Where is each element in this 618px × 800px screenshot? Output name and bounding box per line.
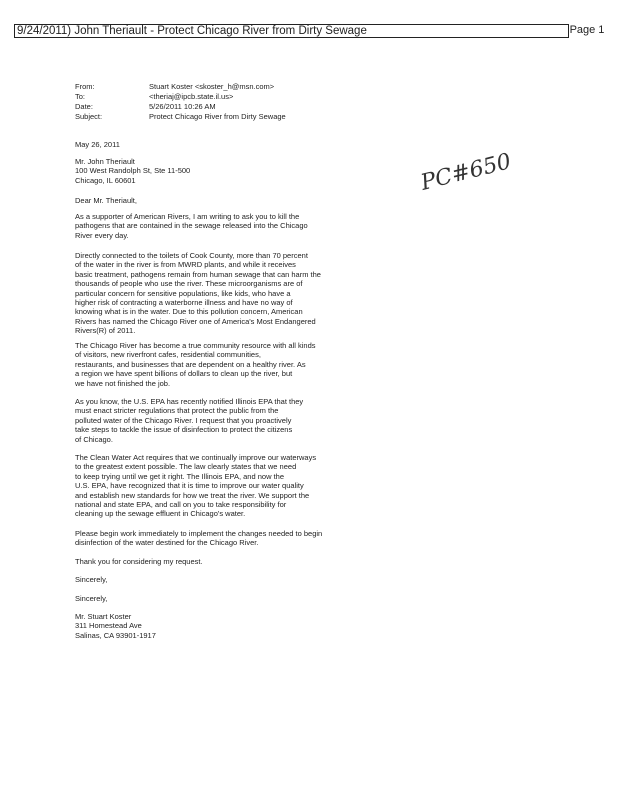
paragraph-line: must enact stricter regulations that protect the public from the [75, 406, 279, 416]
email-to-value: <theriaj@ipcb.state.il.us> [149, 92, 234, 101]
document-header-title: 9/24/2011) John Theriault - Protect Chicago River from Dirty Sewage [14, 24, 604, 38]
paragraph-line: cleaning up the sewage effluent in Chicago's water. [75, 509, 246, 519]
paragraph-line: River every day. [75, 230, 129, 240]
paragraph-line: Directly connected to the toilets of Cook County, more than 70 percent [75, 251, 308, 260]
paragraph-line: restaurants, and businesses that are dependent on a healthy river. As [75, 359, 306, 369]
paragraph-line: of the water in the river is from MWRD plants, and while it receives [75, 260, 296, 270]
paragraph-line: disinfection of the water destined for the Chicago River. [75, 538, 259, 548]
paragraph-line: Rivers(R) of 2011. [75, 326, 136, 336]
address-line: Chicago, IL 60601 [75, 175, 136, 185]
paragraph-line: a region we have spent billions of dollars to clean up the river, but [75, 369, 293, 379]
paragraph-line: The Chicago River has become a true community resource with all kinds [75, 341, 316, 350]
email-metadata [75, 82, 286, 122]
handwritten-mark: PC#650 [418, 149, 514, 196]
paragraph-line: take steps to tackle the issue of disinfection to protect the citizens [75, 425, 293, 435]
paragraph-line: U.S. EPA, have recognized that it is time to improve our water quality [75, 481, 304, 491]
email-subject-label: Subject: [75, 112, 103, 121]
paragraph-line: Please begin work immediately to implement the changes needed to begin [75, 529, 323, 538]
signature-line: 311 Homestead Ave [75, 621, 142, 631]
closing-2: Sincerely, [75, 594, 108, 603]
paragraph-line: particular concern for sensitive populations, like kids, who have a [75, 288, 291, 298]
letter-date: May 26, 2011 [75, 140, 120, 149]
email-subject-value: Protect Chicago River from Dirty Sewage [149, 112, 286, 121]
paragraph-line: to the greatest extent possible. The law clearly states that we need [75, 462, 297, 472]
address-line: Mr. John Theriault [75, 157, 135, 166]
paragraph-3 [75, 341, 545, 388]
signature-line: Salinas, CA 93901-1917 [75, 630, 156, 640]
email-to-row [75, 92, 286, 102]
paragraph-line: As you know, the U.S. EPA has recently notified Illinois EPA that they [75, 397, 304, 406]
paragraph-line: of visitors, new riverfront cafes, residential communities, [75, 350, 261, 360]
paragraph-line: knowing what is in the water. Due to this pollution concern, American [75, 307, 303, 317]
email-subject-row [75, 112, 286, 122]
salutation: Dear Mr. Theriault, [75, 196, 137, 205]
paragraph-5 [75, 453, 545, 519]
paragraph-line: Thank you for considering my request. [75, 557, 203, 566]
paragraph-4 [75, 397, 545, 444]
email-to-label: To: [75, 92, 86, 101]
address-line: 100 West Randolph St, Ste 11-500 [75, 166, 191, 176]
closing-1: Sincerely, [75, 575, 108, 584]
paragraph-line: and establish new standards for how we treat the river. We support the [75, 490, 310, 500]
paragraph-line: Rivers has named the Chicago River one of America's Most Endangered [75, 316, 316, 326]
paragraph-line: thousands of people who use the river. These microorganisms are of [75, 279, 303, 289]
paragraph-2 [75, 251, 545, 336]
paragraph-6 [75, 529, 545, 548]
paragraph-7 [75, 557, 545, 566]
paragraph-line: polluted water of the Chicago River. I request that you proactively [75, 415, 292, 425]
signature-line: Mr. Stuart Koster [75, 612, 132, 621]
paragraph-line: basic treatment, pathogens remain from human sewage that can harm the [75, 269, 321, 279]
paragraph-line: higher risk of contracting a waterborne illness and have no way of [75, 298, 293, 308]
email-from-value: Stuart Koster <skoster_h@msn.com> [149, 82, 275, 91]
signature-block [75, 612, 545, 640]
paragraph-1 [75, 212, 545, 240]
paragraph-line: As a supporter of American Rivers, I am writing to ask you to kill the [75, 212, 300, 221]
paragraph-line: to keep trying until we get it right. The Illinois EPA, and now the [75, 471, 285, 481]
email-date-label: Date: [75, 102, 93, 111]
email-from-label: From: [75, 82, 95, 91]
paragraph-line: of Chicago. [75, 434, 113, 444]
page-number: Page 1 [569, 24, 605, 36]
paragraph-line: The Clean Water Act requires that we continually improve our waterways [75, 453, 317, 462]
recipient-address [75, 157, 545, 185]
paragraph-line: we have not finished the job. [75, 378, 171, 388]
paragraph-line: national and state EPA, and call on you to take responsibility for [75, 500, 287, 510]
paragraph-line: pathogens that are contained in the sewage released into the Chicago [75, 221, 308, 231]
email-date-value: 5/26/2011 10:26 AM [149, 102, 216, 111]
email-date-row [75, 102, 286, 112]
email-from-row [75, 82, 286, 92]
